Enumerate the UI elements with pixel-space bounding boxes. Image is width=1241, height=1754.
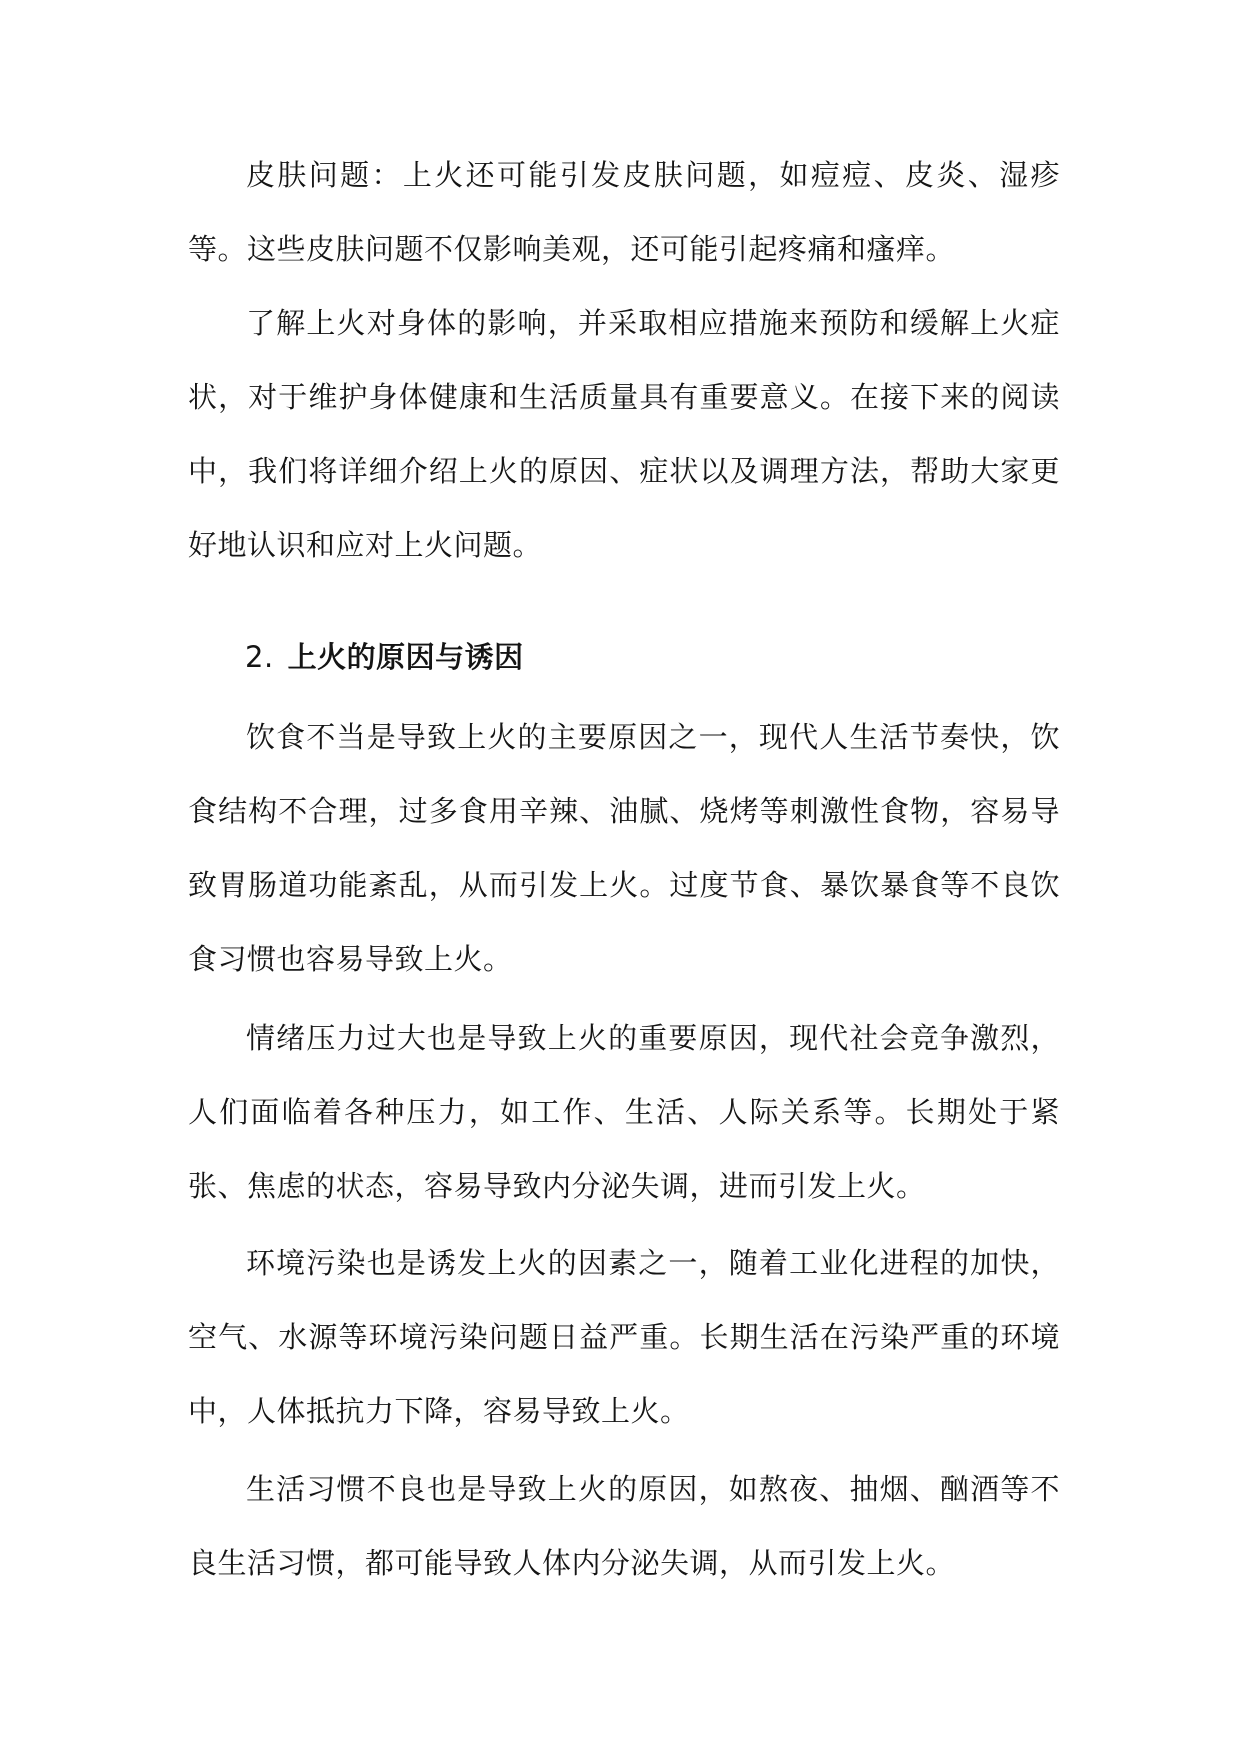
paragraph-environment-cause: 环境污染也是诱发上火的因素之一，随着工业化进程的加快，空气、水源等环境污染问题日益严重。长期生活在污染严重的环境中，人体抵抗力下降，容易导致上火。 [188, 1246, 1060, 1428]
paragraph-diet-cause: 饮食不当是导致上火的主要原因之一，现代人生活节奏快，饮食结构不合理，过多食用辛辣、油腻、烧烤等刺激性食物，容易导致胃肠道功能紊乱，从而引发上火。过度节食、暴饮暴食等不良饮食习惯也容易导致上火。 [188, 720, 1060, 976]
paragraph-skin-problems: 皮肤问题：上火还可能引发皮肤问题，如痘痘、皮炎、湿疹等。这些皮肤问题不仅影响美观，还可能引起疼痛和瘙痒。 [188, 158, 1060, 266]
paragraph-understanding-effects: 了解上火对身体的影响，并采取相应措施来预防和缓解上火症状，对于维护身体健康和生活质量具有重要意义。在接下来的阅读中，我们将详细介绍上火的原因、症状以及调理方法，帮助大家更好地认识和应对上火问题。 [188, 306, 1060, 562]
section-title: 上火的原因与诱因 [287, 640, 524, 674]
section-number: 2. [245, 640, 274, 674]
paragraph-stress-cause: 情绪压力过大也是导致上火的重要原因，现代社会竞争激烈，人们面临着各种压力，如工作、生活、人际关系等。长期处于紧张、焦虑的状态，容易导致内分泌失调，进而引发上火。 [188, 1021, 1060, 1203]
section-heading [245, 637, 524, 677]
paragraph-lifestyle-cause: 生活习惯不良也是导致上火的原因，如熬夜、抽烟、酗酒等不良生活习惯，都可能导致人体内分泌失调，从而引发上火。 [188, 1472, 1060, 1580]
